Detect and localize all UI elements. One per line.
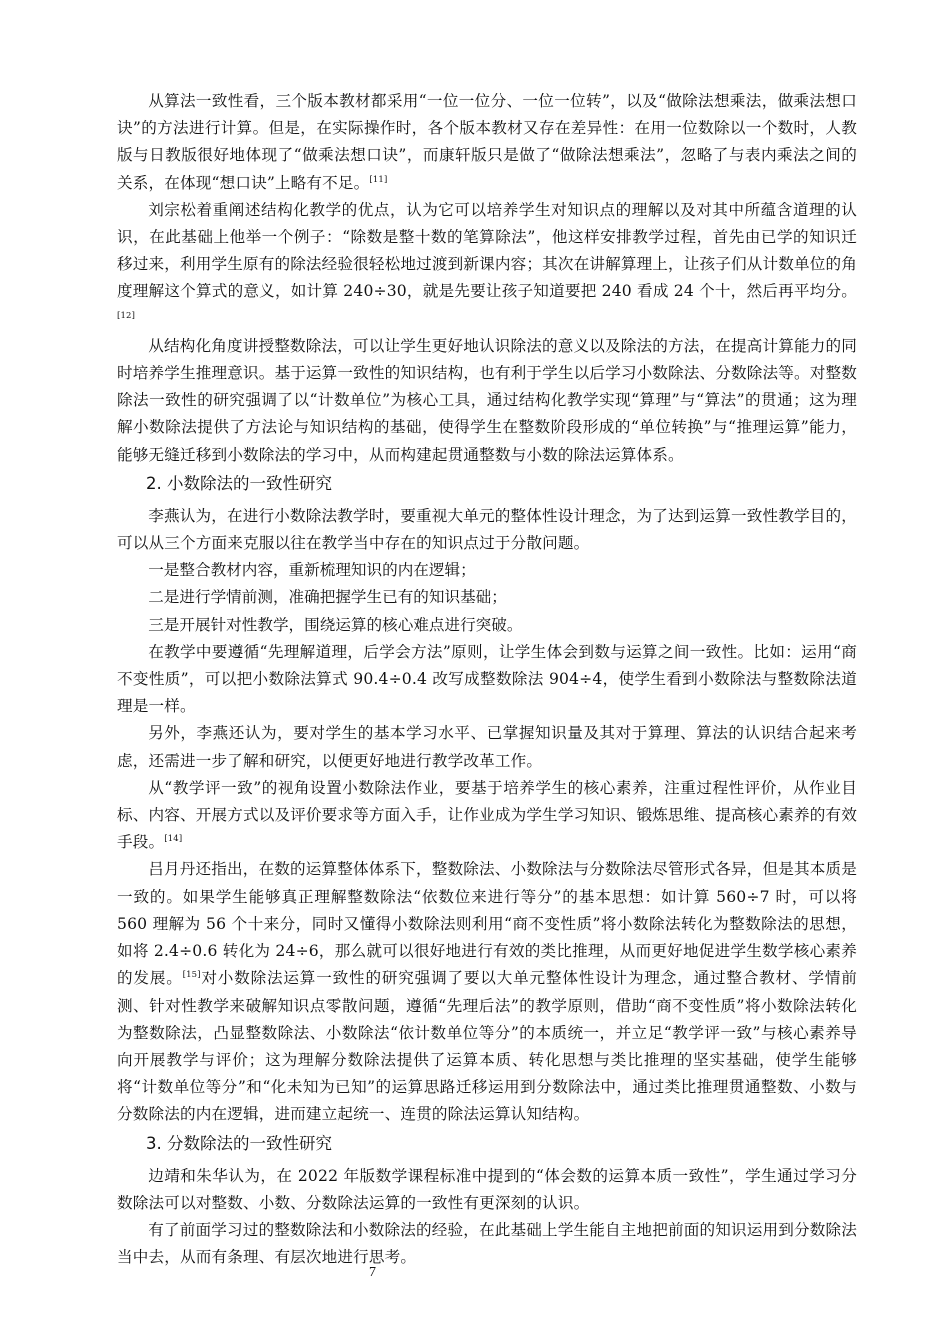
- paragraph-text: 从“教学评一致”的视角设置小数除法作业，要基于培养学生的核心素养，注重过程性评价，从作业目标、内容、开展方式以及评价要求等方面入手，让作业成为学生学习知识、锻炼思维、提高核心素养的有效手段。: [117, 778, 857, 852]
- paragraph-text: 对小数除法运算一致性的研究强调了要以大单元整体性设计为理念，通过整合教材、学情前测、针对性教学来破解知识点零散问题，遵循“先理后法”的教学原则，借助“商不变性质”将小数除法转化为整数除法，凸显整数除法、小数除法“依计数单位等分”的本质统一，并立足“教学评一致”与核心素养导向开展教学与评价；这为理解分数除法提供了运算本质、转化思想与类比推理的坚实基础，使学生能够将“计数单位等分”和“化未知为已知”的运算思路迁移运用到分数除法中，通过类比推理贯通整数、小数与分数除法的内在逻辑，进而建立起统一、连贯的除法运算认知结构。: [117, 969, 857, 1124]
- paragraph: 另外，李燕还认为，要对学生的基本学习水平、已掌握知识量及其对于算理、算法的认识结合起来考虑，还需进一步了解和研究，以便更好地进行教学改革工作。: [117, 724, 857, 770]
- paragraph-text: 吕月丹还指出，在数的运算整体体系下，整数除法、小数除法与分数除法尽管形式各异，但是其本质是一致的。如果学生能够真正理解整数除法“依数位来进行等分”的基本思想：如计算 560÷7 时，可以将 560 理解为 56 个十来分，同时又懂得小数除法则利用“商不变性质”将小数除法转化为整数除法的思想，如将 2.4÷0.6 转化为 24÷6，那么就可以很好地进行有效的类比推理，从而更好地促进学生数学核心素养的发展。: [117, 860, 857, 988]
- paragraph: 边靖和朱华认为，在 2022 年版数学课程标准中提到的“体会数的运算本质一致性”，学生通过学习分数除法可以对整数、小数、分数除法运算的一致性有更深刻的认识。: [117, 1166, 857, 1212]
- paragraph: [117, 775, 857, 857]
- paragraph: [117, 197, 857, 333]
- paragraph-text: 从算法一致性看，三个版本教材都采用“一位一位分、一位一位转”，以及“做除法想乘法，做乘法想口诀”的方法进行计算。但是，在实际操作时，各个版本教材又存在差异性：在用一位数除以一个数时，人教版与日教版很好地体现了“做乘法想口诀”，而康轩版只是做了“做除法想乘法”，忽略了与表内乘法之间的关系，在体现“想口诀”上略有不足。: [117, 92, 857, 192]
- citation-ref: [12]: [117, 310, 136, 321]
- citation-ref: [14]: [164, 834, 183, 845]
- section-heading: 3. 分数除法的一致性研究: [146, 1133, 332, 1153]
- paragraph: 从结构化角度讲授整数除法，可以让学生更好地认识除法的意义以及除法的方法，在提高计算能力的同时培养学生推理意识。基于运算一致性的知识结构，也有利于学生以后学习小数除法、分数除法等。对整数除法一致性的研究强调了以“计数单位”为核心工具，通过结构化教学实现“算理”与“算法”的贯通；这为理解小数除法提供了方法论与知识结构的基础，使得学生在整数阶段形成的“单位转换”与“推理运算”能力，能够无缝迁移到小数除法的学习中，从而构建起贯通整数与小数的除法运算体系。: [117, 336, 857, 464]
- paragraph: 有了前面学习过的整数除法和小数除法的经验，在此基础上学生能自主地把前面的知识运用到分数除法当中去，从而有条理、有层次地进行思考。: [117, 1220, 857, 1267]
- paragraph: [117, 88, 857, 197]
- section-heading: 2. 小数除法的一致性研究: [146, 473, 332, 493]
- paragraph: [117, 856, 857, 1128]
- list-item: 三是开展针对性教学，围绕运算的核心难点进行突破。: [148, 615, 523, 634]
- paragraph-text: 刘宗松着重阐述结构化教学的优点，认为它可以培养学生对知识点的理解以及对其中所蕴含道理的认识，在此基础上他举一个例子：“除数是整十数的笔算除法”，他这样安排教学过程，首先由已学的知识迁移过来，利用学生原有的除法经验很轻松地过渡到新课内容；其次在讲解算理上，让孩子们从计数单位的角度理解这个算式的意义，如计算 240÷30，就是先要让孩子知道要把 240 看成 24 个十，然后再平均分。: [117, 200, 857, 301]
- citation-ref: [11]: [369, 174, 388, 185]
- body-text: [117, 88, 857, 1271]
- citation-ref: [15]: [182, 970, 201, 981]
- paragraph: 在教学中要遵循“先理解道理，后学会方法”原则，让学生体会到数与运算之间一致性。比如：运用“商不变性质”，可以把小数除法算式 90.4÷0.4 改写成整数除法 904÷4，使学生看到小数除法与整数除法道理是一样。: [117, 642, 857, 716]
- list-item: 一是整合教材内容，重新梳理知识的内在逻辑；: [148, 561, 476, 580]
- paragraph: 李燕认为，在进行小数除法教学时，要重视大单元的整体性设计理念，为了达到运算一致性教学目的，可以从三个方面来克服以往在教学当中存在的知识点过于分散问题。: [117, 506, 857, 553]
- page-number: 7: [369, 1265, 376, 1280]
- list-item: 二是进行学情前测，准确把握学生已有的知识基础；: [148, 588, 507, 607]
